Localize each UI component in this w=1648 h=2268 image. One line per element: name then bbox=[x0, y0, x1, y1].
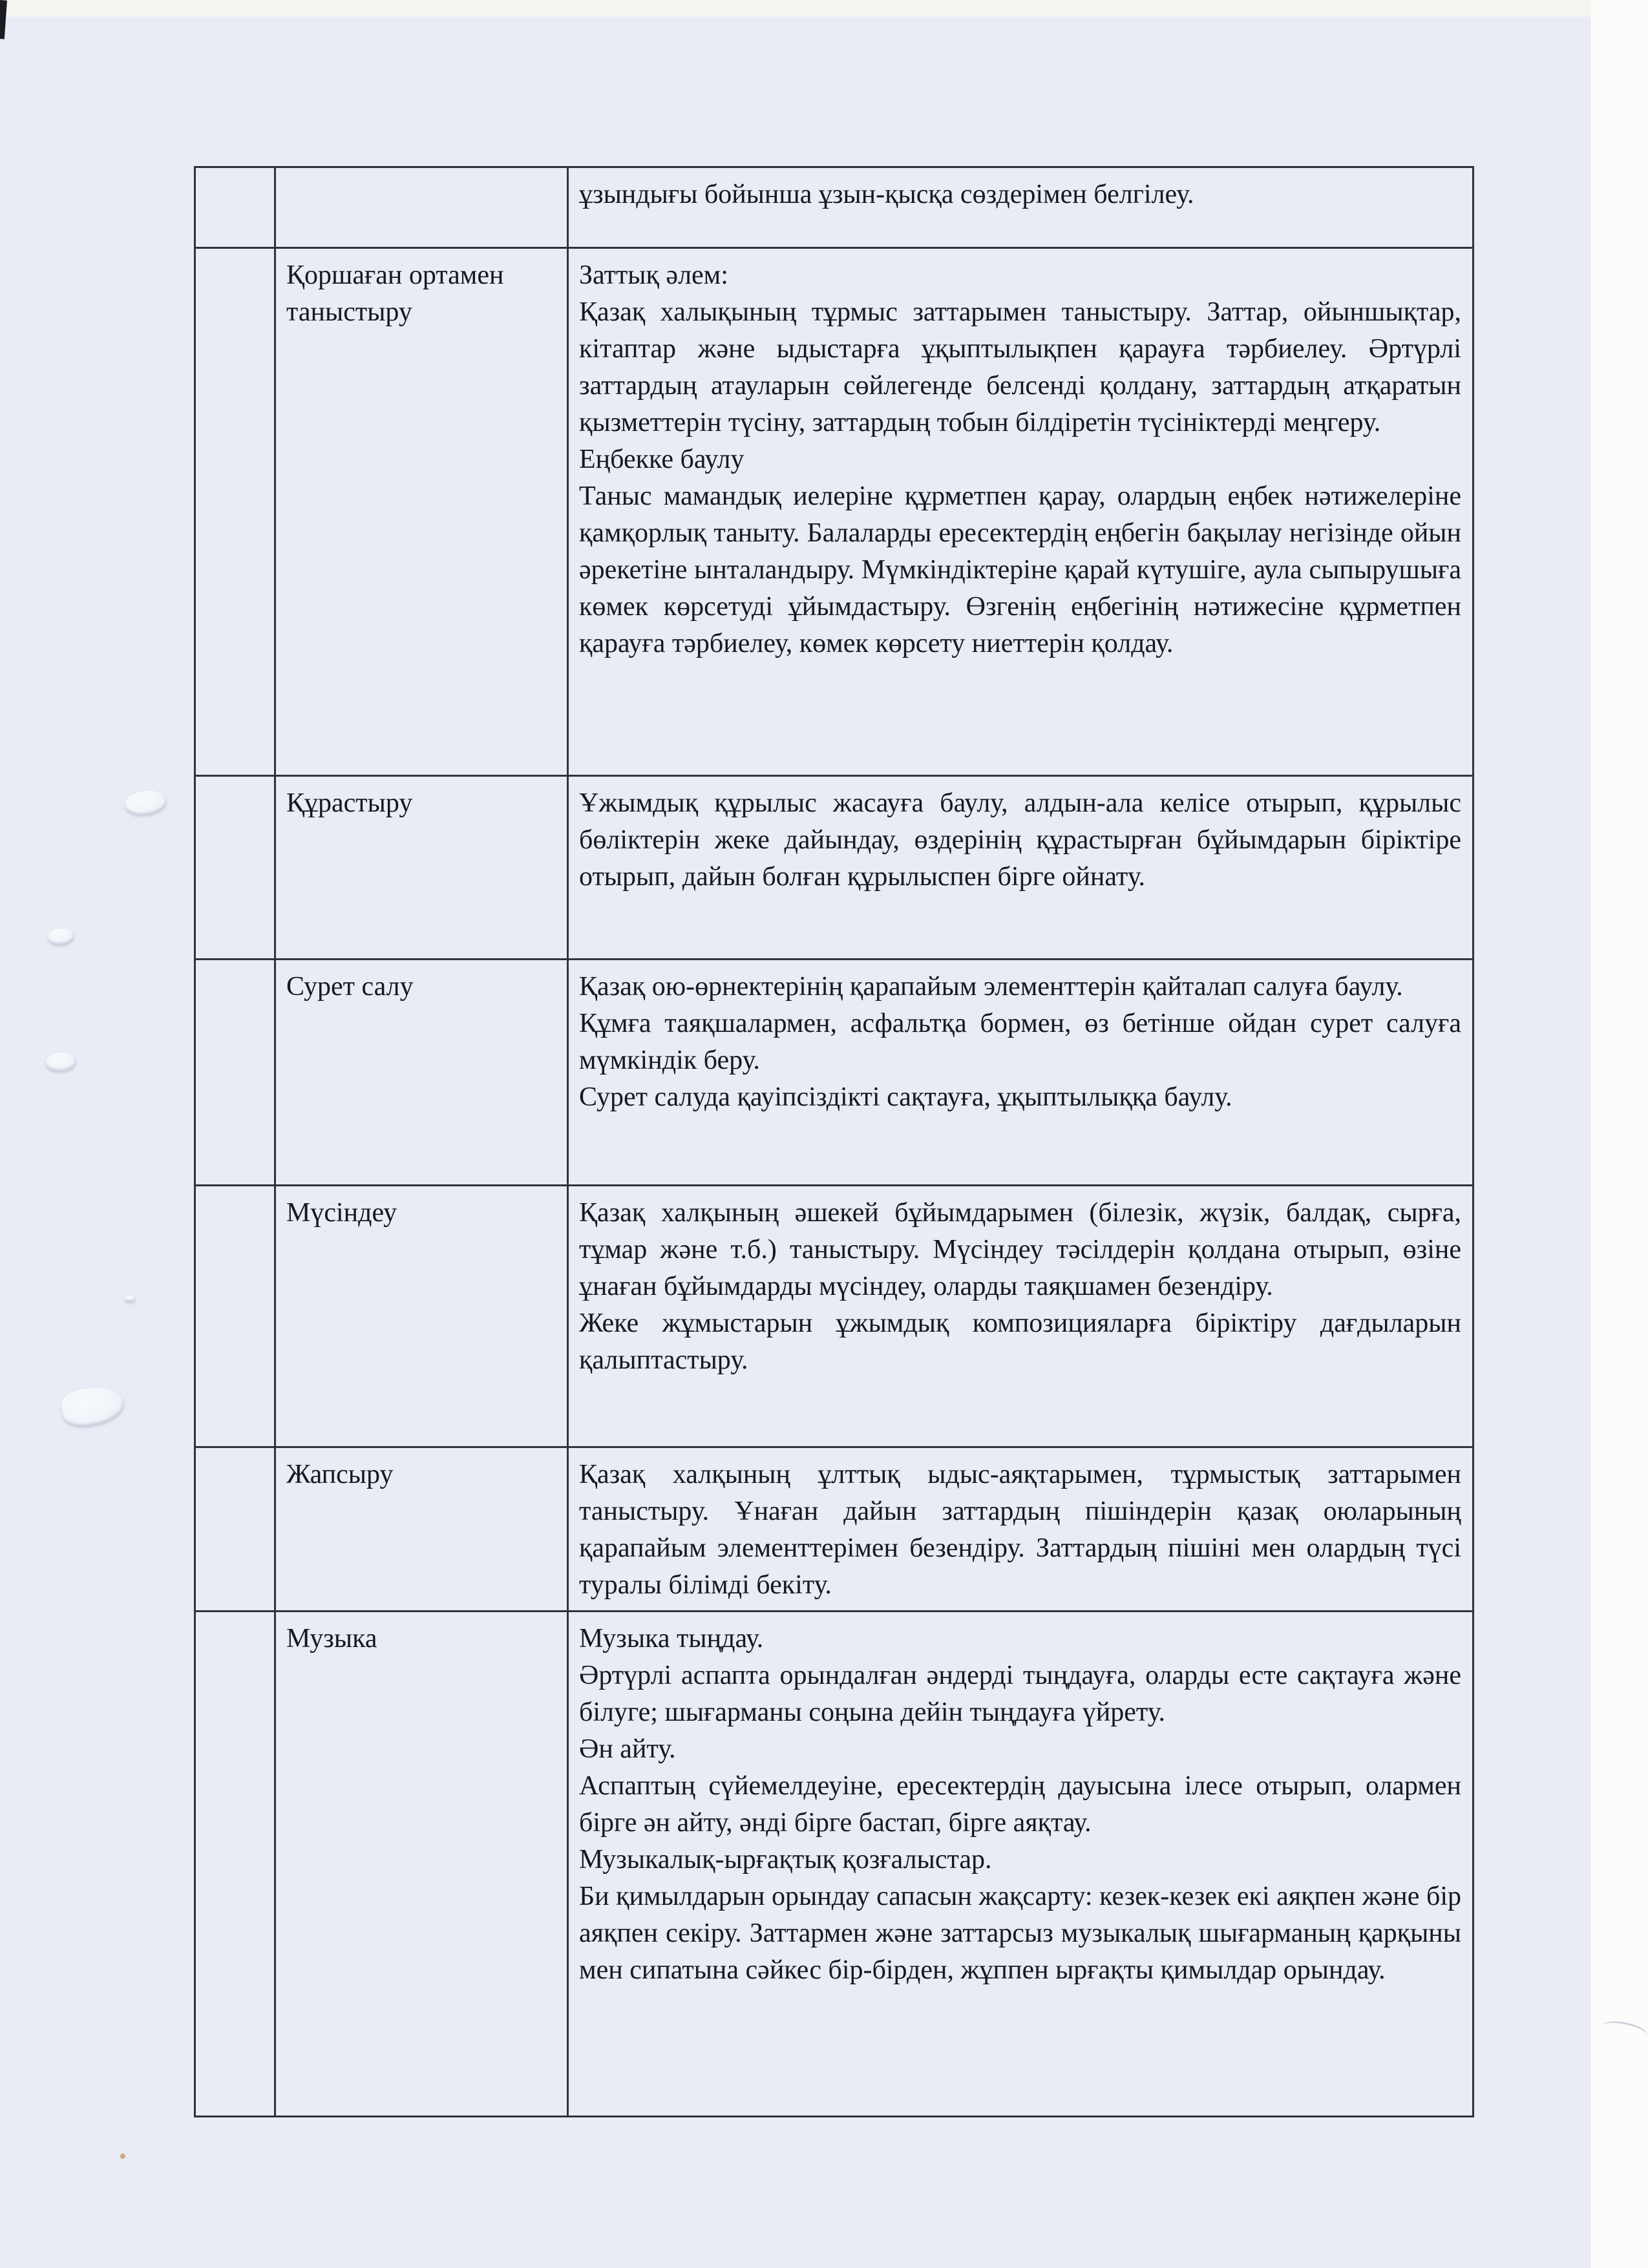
table-row bbox=[196, 249, 1472, 777]
scanner-right-edge bbox=[1591, 0, 1648, 2268]
category-cell: Жапсыру bbox=[276, 1448, 569, 1610]
paragraph: Музыка тыңдау. bbox=[579, 1624, 764, 1654]
paragraph: Би қимылдарын орындау сапасын жақсарту: кезек-кезек екі аяқпен және бір аяқпен секіру. Заттармен және заттарсыз музыкалық шығарманың қарқыны мен сипатына сәйкес бір-бірден, жұппен ырғақты қимылдар орындау. bbox=[579, 1882, 1461, 1985]
category-cell: Мүсіндеу bbox=[276, 1186, 569, 1446]
table-row bbox=[196, 1448, 1472, 1612]
paragraph: ұзындығы бойынша ұзын-қысқа сөздерімен белгілеу. bbox=[579, 180, 1194, 209]
index-cell bbox=[196, 960, 276, 1184]
index-cell bbox=[196, 1448, 276, 1610]
paragraph: Құмға таяқшалармен, асфальтқа бормен, өз бетінше ойдан сурет салуға мүмкіндік беру. bbox=[579, 1009, 1461, 1075]
paragraph: Таныс мамандық иелеріне құрметпен қарау, олардың еңбек нәтижелеріне қамқорлық таныту. Балаларды ересектердің еңбегін бақылау негізінде ойын әрекетіне ынталандыру. Мүмкіндіктеріне қарай күтушіге, аула сыпырушыға көмек көрсетуді ұйымдастыру. Өзгенің еңбегінің нәтижесіне құрметпен қарауға тәрбиелеу, көмек көрсету ниеттерін қолдау. bbox=[579, 481, 1461, 658]
description-cell bbox=[569, 960, 1470, 1184]
paragraph: Ұжымдық құрылыс жасауға баулу, алдын-ала келісе отырып, құрылыс бөліктерін жеке дайындау, өздерінің құрастырған бұйымдарын біріктіре отырып, дайын болған құрылыспен бірге ойнату. bbox=[579, 788, 1461, 892]
category-cell bbox=[276, 168, 569, 247]
description-cell bbox=[569, 777, 1470, 958]
table-row bbox=[196, 777, 1472, 960]
paragraph: Аспаптың сүйемелдеуіне, ересектердің дауысына ілесе отырып, олармен бірге ән айту, әнді бірге бастап, бірге аяқтау. bbox=[579, 1771, 1461, 1838]
paragraph: Қазақ халқының ұлттық ыдыс-аяқтарымен, тұрмыстық заттарымен таныстыру. Ұнаған дайын заттардың пішіндерін қазақ оюларының қарапайым элементтерімен безендіру. Заттардың пішіні мен олардың түсі туралы білімді бекіту. bbox=[579, 1460, 1461, 1600]
paper-blemish bbox=[123, 788, 167, 817]
paragraph: Ән айту. bbox=[579, 1734, 676, 1764]
description-cell bbox=[569, 1612, 1470, 2116]
description-cell bbox=[569, 1448, 1470, 1610]
paragraph: Қазақ халқының әшекей бұйымдарымен (білезік, жүзік, балдақ, сырға, тұмар және т.б.) таныстыру. Мүсіндеу тәсілдерін қолдана отырып, өзіне ұнаған бұйымдарды мүсіндеу, оларды таяқшамен безендіру. bbox=[579, 1198, 1461, 1301]
paragraph: Жеке жұмыстарын ұжымдық композицияларға біріктіру дағдыларын қалыптастыру. bbox=[579, 1308, 1461, 1375]
paragraph: Қазақ халықының тұрмыс заттарымен таныстыру. Заттар, ойыншықтар, кітаптар және ыдыстарға ұқыптылықпен қарауға тәрбиелеу. Әртүрлі заттардың атауларын сөйлегенде белсенді қолдану, заттардың атқаратын қызметтерін түсіну, заттардың тобын білдіретін түсініктерді меңгеру. bbox=[579, 297, 1461, 437]
scanner-top-edge bbox=[0, 0, 1648, 17]
paragraph: Музыкалық-ырғақтық қозғалыстар. bbox=[579, 1845, 992, 1874]
paper-blemish bbox=[45, 1051, 76, 1071]
description-cell bbox=[569, 168, 1470, 247]
table-row bbox=[196, 1186, 1472, 1448]
category-cell: Сурет салу bbox=[276, 960, 569, 1184]
paper-speck bbox=[120, 2154, 125, 2159]
index-cell bbox=[196, 1186, 276, 1446]
paragraph: Заттық әлем: bbox=[579, 260, 728, 290]
category-cell: Құрастыру bbox=[276, 777, 569, 958]
paragraph: Әртүрлі аспапта орындалған әндерді тыңдауға, оларды есте сақтауға және білуге; шығарманы соңына дейін тыңдауға үйрету. bbox=[579, 1661, 1461, 1727]
paper-blemish bbox=[59, 1383, 126, 1429]
index-cell bbox=[196, 1612, 276, 2116]
index-cell bbox=[196, 249, 276, 775]
description-cell bbox=[569, 1186, 1470, 1446]
index-cell bbox=[196, 777, 276, 958]
table-row bbox=[196, 1612, 1472, 2116]
paragraph: Қазақ ою-өрнектерінің қарапайым элементтерін қайталап салуға баулу. bbox=[579, 972, 1403, 1002]
table-row bbox=[196, 168, 1472, 249]
paper-blemish bbox=[125, 1296, 135, 1301]
paragraph: Еңбекке баулу bbox=[579, 445, 745, 474]
description-cell bbox=[569, 249, 1470, 775]
category-cell: Музыка bbox=[276, 1612, 569, 2116]
curriculum-table bbox=[194, 166, 1474, 2117]
paper-blemish bbox=[47, 927, 74, 945]
paragraph: Сурет салуда қауіпсіздікті сақтауға, ұқыптылыққа баулу. bbox=[579, 1082, 1232, 1112]
table-row bbox=[196, 960, 1472, 1186]
scan-corner-mark bbox=[0, 0, 7, 39]
category-cell: Қоршаған ортамен таныстыру bbox=[276, 249, 569, 775]
index-cell bbox=[196, 168, 276, 247]
